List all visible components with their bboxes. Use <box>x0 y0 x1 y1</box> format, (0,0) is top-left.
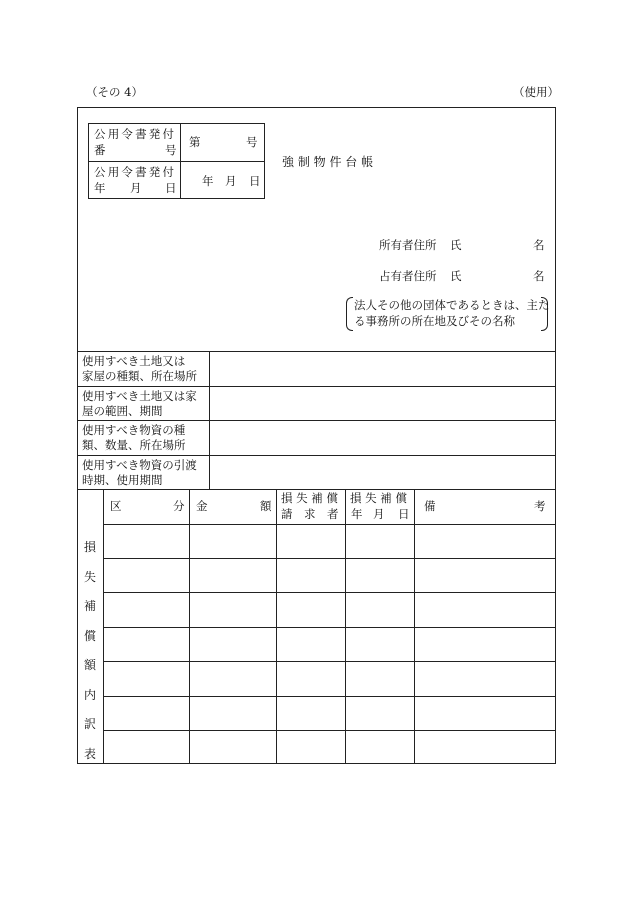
issue-number-label: 公用令書発付 <box>94 127 177 141</box>
compensation-breakdown-label: 損 失 補 償 額 内 訳 表 <box>83 540 96 761</box>
row-land-type: 使用すべき土地又は <box>82 354 186 368</box>
row-goods-delivery: 使用すべき物資の引渡 <box>82 458 197 472</box>
owner-address-label: 所有者住所 <box>379 238 437 252</box>
header-remarks: 備 <box>424 499 436 513</box>
issue-number-prefix: 第 <box>189 135 201 149</box>
issue-date-month: 月 <box>225 174 237 188</box>
issue-date-label: 公用令書発付 <box>94 165 177 179</box>
document-title: 強 制 物 件 台 帳 <box>282 155 374 169</box>
occupant-address-label: 占有者住所 <box>379 269 437 283</box>
corporation-note: 法人その他の団体であるときは、主た <box>354 298 550 312</box>
header-claim-date: 損 失 補 償 <box>350 491 407 505</box>
form-type: （使用） <box>513 85 559 99</box>
form-number: （その 4） <box>86 85 143 99</box>
row-goods-type: 使用すべき物資の種 <box>82 423 186 437</box>
issue-date-day: 日 <box>249 174 261 188</box>
document-page: （その 4） （使用） 公用令書発付 番 号 第 号 公用令書発付 年 月 日 年 月 日 強 制 物 件 台 帳 所有者住所 氏 名 占有者住所 氏 名 法人その他の団体であるときは、主た る事務所の所在地及びその名称 使用すべき土地又は 家屋の種類、所在場所 使用すべき土地又は家 屋の範囲、期間 使用すべき物資の種 類、数量、所在場所 使用すべき物資の引渡 時期、使用期間 損 失 補 償 額 内 訳 表 区 分 金 額 損 失 補 償 請 求 者 損 失 補 償 年 月 日 備 考 <box>0 0 630 915</box>
header-claimant: 損 失 補 償 <box>281 491 338 505</box>
issue-date-year: 年 <box>202 174 214 188</box>
header-amount: 金 <box>196 499 208 513</box>
note-bracket-left <box>346 297 353 331</box>
header-category: 区 <box>110 499 122 513</box>
row-land-range: 使用すべき土地又は家 <box>82 389 197 403</box>
issue-number-suffix: 号 <box>246 135 258 149</box>
